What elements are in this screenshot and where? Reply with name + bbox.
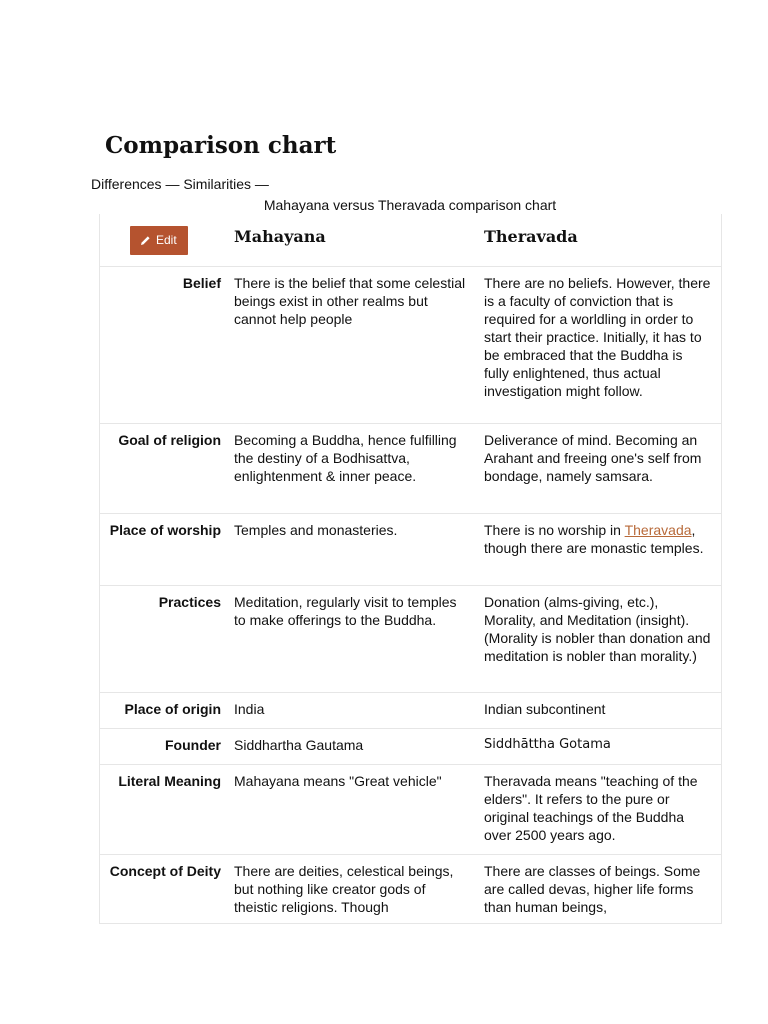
row-label: Goal of religion — [118, 432, 221, 448]
row-label: Belief — [182, 275, 221, 291]
row-label: Literal Meaning — [118, 773, 221, 789]
cell-theravada: Donation (alms-giving, etc.), Morality, and Meditation (insight). (Morality is nobler than donation and meditation is nobler than morality.) — [484, 594, 711, 664]
cell-mahayana: Temples and monasteries. — [234, 522, 398, 538]
table-header-row — [100, 214, 721, 266]
cell-theravada: There are classes of beings. Some are called devas, higher life forms than human beings, — [484, 863, 701, 915]
cell-mahayana: There are deities, celestical beings, but nothing like creator gods of theistic religions. Though — [234, 863, 454, 915]
row-label: Practices — [158, 594, 221, 610]
cell-mahayana: India — [234, 701, 265, 717]
worship-text-suffix: , though there are monastic temples. — [484, 522, 704, 556]
cell-mahayana: Mahayana means "Great vehicle" — [234, 773, 442, 789]
comparison-table — [99, 214, 722, 924]
table-row — [100, 692, 721, 728]
table-row — [100, 854, 721, 923]
edit-button[interactable] — [130, 226, 188, 255]
cell-theravada — [471, 514, 719, 585]
table-row — [100, 423, 721, 513]
table-row — [100, 764, 721, 854]
cell-mahayana: Meditation, regularly visit to temples to make offerings to the Buddha. — [234, 594, 457, 628]
cell-theravada: Siddhāttha Gotama — [484, 737, 611, 752]
worship-text-prefix: There is no worship in — [484, 522, 625, 538]
cell-theravada: Indian subcontinent — [484, 701, 606, 717]
cell-mahayana: Siddhartha Gautama — [234, 737, 364, 753]
page-title: Comparison chart — [105, 132, 337, 159]
pencil-icon — [140, 235, 151, 246]
column-header-theravada: Theravada — [484, 227, 578, 246]
edit-button-label: Edit — [156, 233, 177, 247]
table-row — [100, 585, 721, 692]
edit-cell — [100, 214, 221, 266]
chart-caption: Mahayana versus Theravada comparison chart — [263, 197, 557, 213]
cell-theravada: There are no beliefs. However, there is a faculty of conviction that is required for a worldling in order to start their practice. Initially, it has to be embraced that the Buddha is fully enlightened, thus actual investigation might follow. — [484, 275, 711, 399]
cell-mahayana: Becoming a Buddha, hence fulfilling the destiny of a Bodhisattva, enlightenment & inner peace. — [234, 432, 457, 484]
cell-mahayana: There is the belief that some celestial beings exist in other realms but cannot help people — [234, 275, 466, 327]
row-label: Concept of Deity — [109, 863, 221, 879]
table-row — [100, 513, 721, 585]
table-row — [100, 266, 721, 423]
row-label: Founder — [165, 737, 221, 753]
row-label: Place of worship — [109, 522, 221, 538]
row-label: Place of origin — [124, 701, 221, 717]
cell-theravada: Deliverance of mind. Becoming an Arahant and freeing one's self from bondage, namely samsara. — [484, 432, 702, 484]
cell-theravada: Theravada means "teaching of the elders". It refers to the pure or original teachings of the Buddha over 2500 years ago. — [484, 773, 698, 843]
differences-similarities-nav[interactable]: Differences — Similarities — — [91, 176, 269, 192]
column-header-mahayana: Mahayana — [234, 227, 326, 246]
table-row — [100, 728, 721, 764]
theravada-link[interactable]: Theravada — [624, 522, 692, 538]
